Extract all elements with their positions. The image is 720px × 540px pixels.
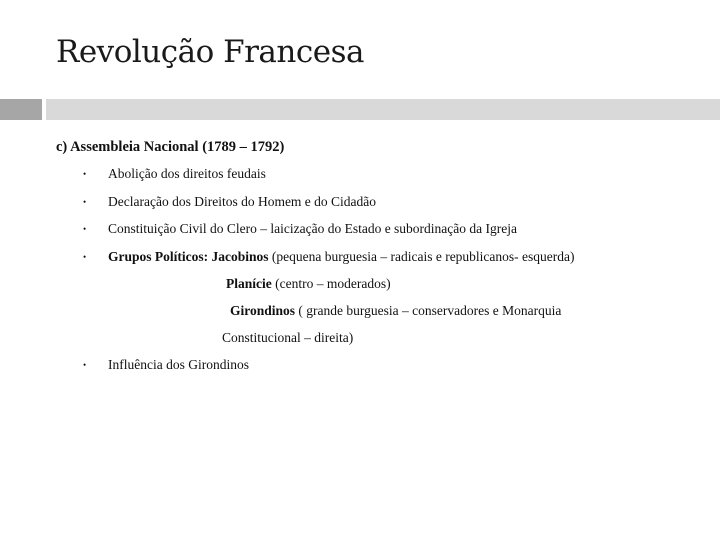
group-description: (pequena burguesia – radicais e republicanos- esquerda) [268, 249, 575, 264]
bullet-icon: • [83, 252, 87, 262]
group-description: (centro – moderados) [271, 276, 391, 291]
section-heading: c) Assembleia Nacional (1789 – 1792) [56, 139, 285, 155]
group-line-planicie [226, 276, 391, 292]
title-underline-accent [0, 99, 42, 120]
list-item-text: Abolição dos direitos feudais [108, 166, 266, 181]
bullet-icon: • [83, 360, 87, 370]
title-underline-bar [46, 99, 720, 120]
list-item-text [108, 249, 575, 265]
list-item-text: Declaração dos Direitos do Homem e do Cidadão [108, 194, 377, 209]
group-line-girondinos [230, 303, 561, 319]
bullet-icon: • [83, 197, 87, 207]
group-name: Planície [226, 276, 272, 291]
bullet-icon: • [83, 224, 87, 234]
list-item-text: Constituição Civil do Clero – laicização do Estado e subordinação da Igreja [108, 221, 518, 236]
group-description: ( grande burguesia – conservadores e Monarquia [295, 303, 562, 318]
list-item-text: Influência dos Girondinos [108, 357, 249, 372]
slide-title: Revolução Francesa [56, 34, 364, 70]
group-label: Grupos Políticos: Jacobinos [108, 249, 269, 264]
group-name: Girondinos [230, 303, 296, 318]
group-line-continuation: Constitucional – direita) [222, 330, 354, 345]
bullet-icon: • [83, 169, 87, 179]
